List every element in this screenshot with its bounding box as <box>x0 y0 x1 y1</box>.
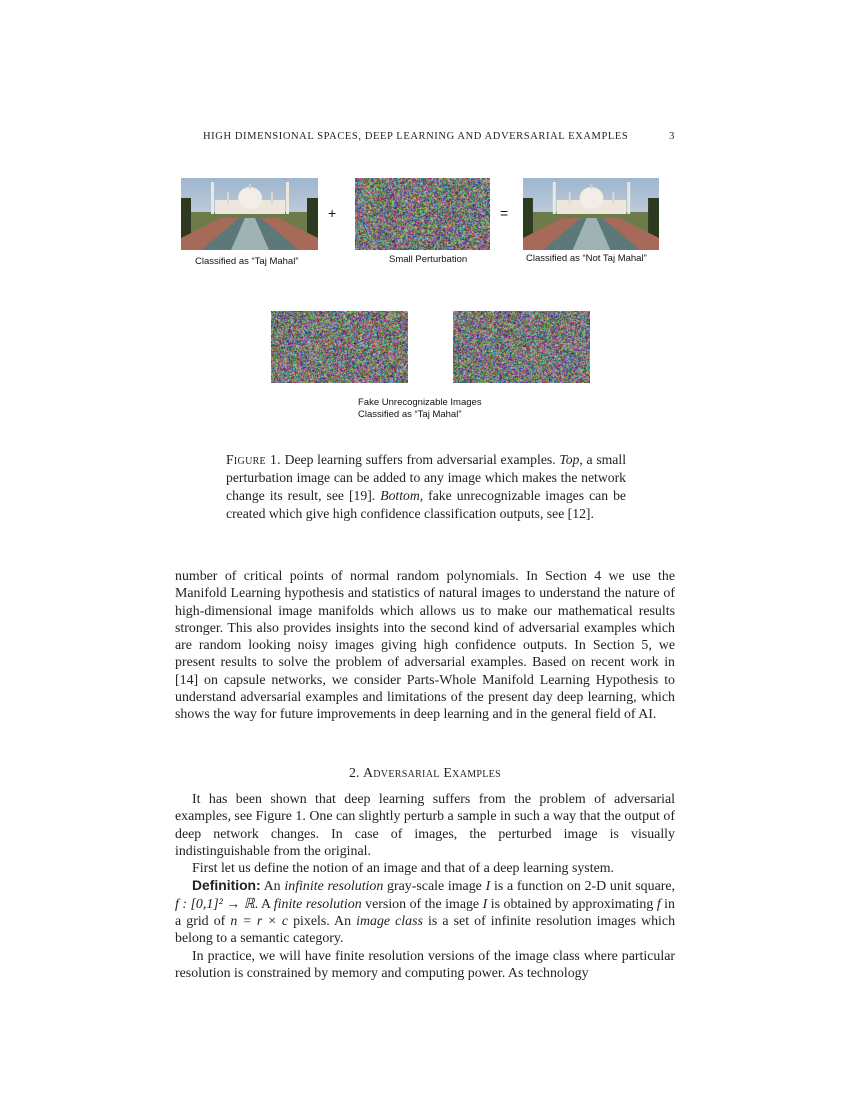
running-title: HIGH DIMENSIONAL SPACES, DEEP LEARNING AND ADVERSARIAL EXAMPLES <box>203 131 629 142</box>
figure-caption-top: Top <box>559 452 580 467</box>
paragraph-define: First let us define the notion of an image and that of a deep learning system. <box>192 861 615 877</box>
def-text-a: An <box>260 879 285 895</box>
label-classified-taj-mahal: Classified as “Taj Mahal” <box>195 256 299 267</box>
taj-mahal-original-image <box>181 178 318 250</box>
fake-noise-image-right <box>453 311 590 383</box>
fake-noise-image-left <box>271 311 408 383</box>
def-var-I2: I <box>482 896 488 912</box>
paragraph-adversarial: It has been shown that deep learning suffers from the problem of adversarial examples, see Figure 1. One can slightly perturb a sample in such a way that the output of deep network changes. In case of images, the perturbed image is visually indistinguishable from the original. <box>175 792 675 859</box>
def-text-c: is a function on 2-D unit square, <box>490 879 676 895</box>
section-body <box>175 791 675 982</box>
paragraph-definition <box>175 877 675 947</box>
def-term-infinite-resolution: infinite resolution <box>284 879 384 895</box>
figure-caption <box>226 451 626 523</box>
figure-caption-label: Figure 1. <box>226 452 281 467</box>
def-var-I: I <box>485 879 491 895</box>
label-classified-not-taj-mahal: Classified as “Not Taj Mahal” <box>526 253 647 264</box>
figure-caption-part1: Deep learning suffers from adversarial examples. <box>280 452 560 467</box>
small-perturbation-noise-image <box>355 178 490 250</box>
figure-caption-bottom: Bottom <box>380 488 420 503</box>
def-text-b: gray-scale image <box>383 879 486 895</box>
paragraph-practice: In practice, we will have finite resolution versions of the image class where particular resolution is constrained by memory and computing power. As technology <box>175 948 675 981</box>
def-text-i: is a set of infinite resolution images which belong to a semantic category. <box>175 914 676 947</box>
label-small-perturbation: Small Perturbation <box>389 254 468 265</box>
intro-paragraph: number of critical points of normal random polynomials. In Section 4 we use the Manifold Learning hypothesis and statistics of natural images to understand the nature of high-dimensional image manifolds which allows us to make our mathematical results stronger. This also provides insights into the second kind of adversarial examples which are random looking noisy images giving high confidence outputs. In Section 5, we present results to solve the problem of adversarial examples. Based on recent work in [14] on capsule networks, we consider Parts-Whole Manifold Learning Hypothesis to understand adversarial examples and limitations of the present day deep learning, which shows the way for future improvements in deep learning and in the general field of AI. <box>175 569 675 723</box>
section-title: Adversarial Examples <box>362 766 501 781</box>
page-number: 3 <box>669 131 675 142</box>
intro-paragraph-block <box>175 568 675 724</box>
def-math-f: f : [0,1]² → ℝ <box>175 896 255 912</box>
figure-caption-part3: , fake unrecognizable images can be created which give high confidence classification outputs, see [12]. <box>226 488 626 521</box>
section-heading <box>175 766 675 782</box>
def-text-d: . A <box>254 896 274 912</box>
figure-caption-part2: , a small perturbation image can be added to any image which makes the network change its result, see [19]. <box>226 452 626 503</box>
label-fake-line1: Fake Unrecognizable Images <box>358 397 482 408</box>
taj-mahal-adversarial-image <box>523 178 659 250</box>
label-fake-unrecognizable <box>358 397 482 421</box>
def-var-f: f <box>656 896 661 912</box>
def-text-g: in a grid of <box>175 896 675 930</box>
def-text-h: pixels. An <box>287 914 357 930</box>
def-text-e: version of the image <box>361 896 483 912</box>
def-term-image-class: image class <box>356 914 423 930</box>
equals-operator: = <box>500 205 509 221</box>
def-math-n: n = r × c <box>230 914 288 930</box>
label-fake-line2: Classified as “Taj Mahal” <box>358 409 462 420</box>
def-text-f: is obtained by approximating <box>487 896 657 912</box>
def-term-finite-resolution: finite resolution <box>273 896 362 912</box>
plus-operator: + <box>328 205 337 221</box>
definition-label: Definition: <box>192 877 261 894</box>
section-number: 2. <box>349 766 360 781</box>
